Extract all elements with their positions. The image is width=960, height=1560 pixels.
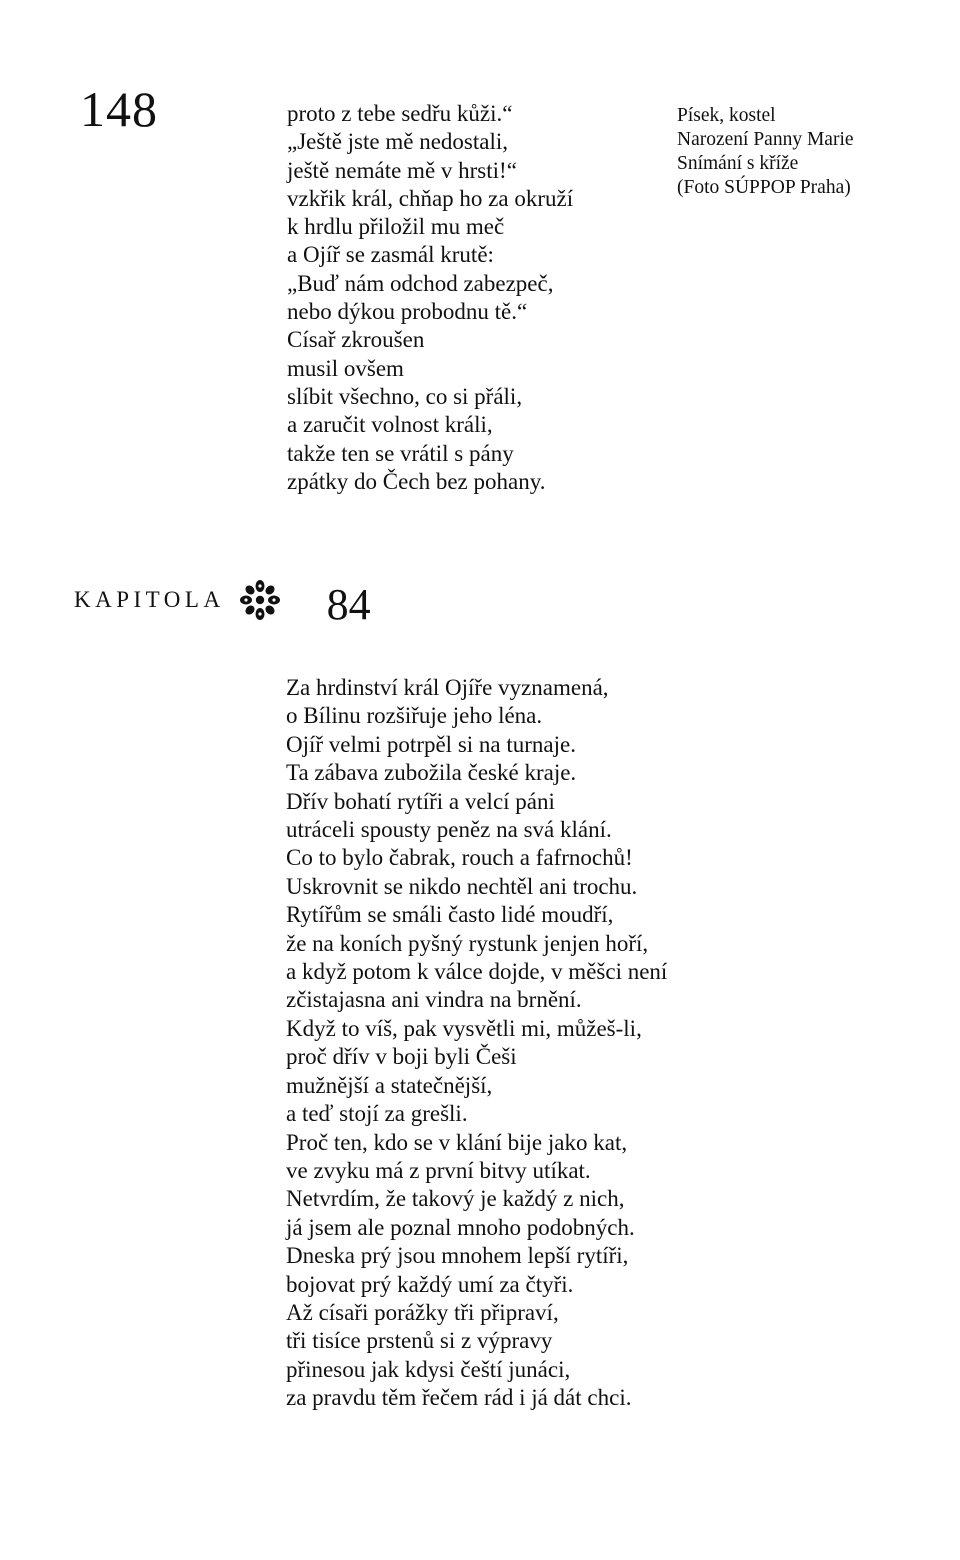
verse-line: vzkřik král, chňap ho za okruží — [287, 185, 574, 211]
verse-line: Císař zkroušen — [287, 327, 425, 353]
verse-line: zčistajasna ani vindra na brnění. — [286, 987, 582, 1013]
verse-line: Ta zábava zubožila české kraje. — [286, 760, 577, 786]
verse-line: Až císaři porážky tři připraví, — [286, 1299, 559, 1325]
verse-line: Rytířům se smáli často lidé moudří, — [286, 902, 614, 928]
verse-line: přinesou jak kdysi čeští junáci, — [286, 1356, 571, 1382]
verse-line: mužnější a statečnější, — [286, 1072, 493, 1098]
verse-line: a teď stojí za grešli. — [286, 1101, 468, 1127]
verse-line: Dřív bohatí rytíři a velcí páni — [286, 788, 555, 814]
verse-line: Proč ten, kdo se v klání bije jako kat, — [286, 1129, 628, 1155]
verse-line: Za hrdinství král Ojíře vyznamená, — [286, 675, 609, 700]
verse-line: „Buď nám odchod zabezpeč, — [287, 270, 554, 296]
verse-line: nebo dýkou probodnu tě.“ — [287, 299, 528, 325]
photo-caption — [677, 104, 854, 200]
chapter-verse — [286, 674, 667, 1413]
page-number: 148 — [80, 81, 158, 137]
verse-line: tři tisíce prstenů si z výpravy — [286, 1328, 553, 1354]
verse-line: „Ještě jste mě nedostali, — [287, 129, 508, 155]
verse-line: bojovat prý každý umí za čtyři. — [286, 1271, 574, 1297]
verse-line: Co to bylo čabrak, rouch a fafrnochů! — [286, 845, 633, 871]
verse-line: musil ovšem — [287, 355, 404, 381]
verse-line: že na koních pyšný rystunk jenjen hoří, — [286, 930, 649, 956]
chapter-heading — [74, 572, 371, 628]
verse-line: Uskrovnit se nikdo nechtěl ani trochu. — [286, 873, 638, 899]
verse-line: Ojíř velmi potrpěl si na turnaje. — [286, 731, 576, 757]
caption-line: (Foto SÚPPOP Praha) — [677, 177, 851, 198]
verse-line: a když potom k válce dojde, v měšci není — [286, 959, 668, 985]
verse-line: zpátky do Čech bez pohany. — [287, 468, 546, 494]
verse-line: o Bílinu rozšiřuje jeho léna. — [286, 703, 543, 729]
verse-line: ještě nemáte mě v hrsti!“ — [287, 157, 517, 183]
verse-line: proto z tebe sedřu kůži.“ — [287, 101, 513, 126]
verse-line: a Ojíř se zasmál krutě: — [287, 242, 494, 268]
verse-line: Dneska prý jsou mnohem lepší rytíři, — [286, 1243, 629, 1269]
verse-line: Netvrdím, že takový je každý z nich, — [286, 1186, 625, 1212]
verse-line: já jsem ale poznal mnoho podobných. — [286, 1214, 635, 1240]
verse-line: utráceli spousty peněz na svá klání. — [286, 817, 612, 843]
caption-line: Snímání s kříže — [677, 153, 799, 174]
verse-line: takže ten se vrátil s pány — [287, 440, 514, 466]
verse-line: k hrdlu přiložil mu meč — [287, 214, 505, 240]
verse-line: Když to víš, pak vysvětli mi, můžeš-li, — [286, 1015, 642, 1041]
flower-ornament-icon — [239, 578, 281, 622]
caption-line: Narození Panny Marie — [677, 129, 854, 150]
verse-line: slíbit všechno, co si přáli, — [287, 383, 523, 409]
chapter-label: KAPITOLA — [74, 587, 225, 612]
caption-line: Písek, kostel — [677, 105, 776, 126]
verse-line: a zaručit volnost králi, — [287, 412, 493, 438]
verse-line: proč dřív v boji byli Češi — [286, 1044, 517, 1070]
top-verse — [287, 100, 573, 496]
chapter-number: 84 — [326, 579, 371, 629]
verse-line: za pravdu těm řečem rád i já dát chci. — [286, 1385, 632, 1411]
verse-line: ve zvyku má z první bitvy utíkat. — [286, 1157, 591, 1183]
